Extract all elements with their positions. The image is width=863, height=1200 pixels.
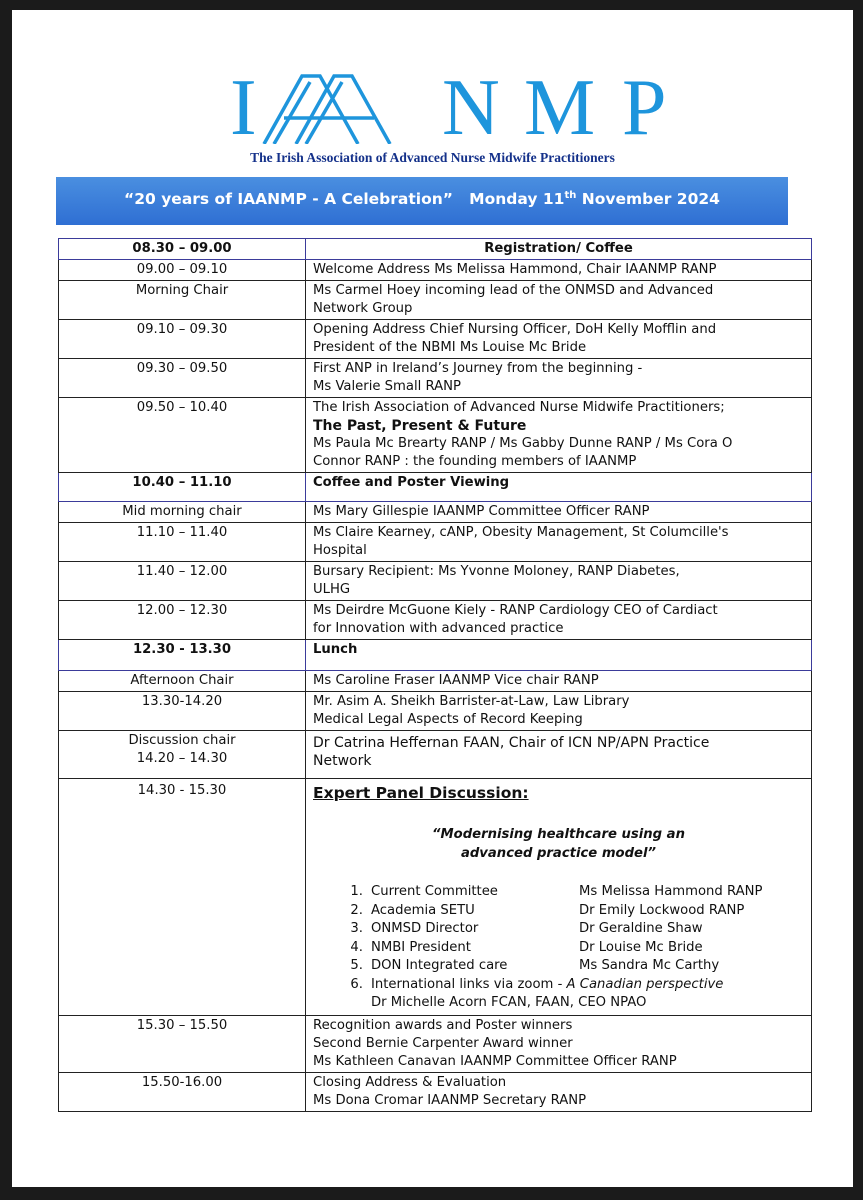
time-cell: Discussion chair 14.20 – 14.30 (59, 731, 306, 779)
time-cell: Afternoon Chair (59, 671, 306, 692)
time-cell: 13.30-14.20 (59, 692, 306, 731)
panel-title: Expert Panel Discussion: (313, 784, 529, 802)
event-banner (56, 177, 788, 225)
time-cell: Mid morning chair (59, 502, 306, 523)
session-cell: Ms Caroline Fraser IAANMP Vice chair RANP (306, 671, 812, 692)
table-row (59, 562, 812, 601)
session-cell: Opening Address Chief Nursing Officer, DoH Kelly Mofflin and President of the NBMI Ms Louise Mc Bride (306, 320, 812, 359)
panel-item6-person: Dr Michelle Acorn FCAN, FAAN, CEO NPAO (371, 995, 647, 1010)
table-row (59, 239, 812, 260)
list-item: 3. ONMSD Director Dr Geraldine Shaw (350, 921, 703, 936)
time-cell: 09.50 – 10.40 (59, 398, 306, 473)
iaanmp-logo (12, 64, 853, 152)
time-cell: 11.10 – 11.40 (59, 523, 306, 562)
logo-letter-i: I (230, 64, 257, 152)
time-cell: 15.30 – 15.50 (59, 1015, 306, 1072)
table-row (59, 692, 812, 731)
list-item: 2. Academia SETU Dr Emily Lockwood RANP (350, 902, 745, 918)
session-cell: Ms Deirdre McGuone Kiely - RANP Cardiology CEO of Cardiact for Innovation with advanced practice (306, 601, 812, 640)
session-cell: First ANP in Ireland’s Journey from the beginning - Ms Valerie Small RANP (306, 359, 812, 398)
table-row (59, 359, 812, 398)
panel-list (313, 883, 804, 994)
table-row (59, 523, 812, 562)
schedule-table (58, 238, 812, 1112)
association-subtitle: The Irish Association of Advanced Nurse Midwife Practitioners (250, 150, 615, 165)
logo-letter-m: M (524, 64, 596, 152)
list-item: 4. NMBI President Dr Louise Mc Bride (350, 939, 703, 955)
table-row (59, 1015, 812, 1072)
time-cell: 14.30 - 15.30 (59, 779, 306, 1016)
logo-letter-n: N (442, 64, 500, 152)
time-cell: 12.30 - 13.30 (59, 640, 306, 671)
table-row (59, 281, 812, 320)
table-row (59, 1072, 812, 1111)
table-row (59, 320, 812, 359)
time-cell: 09.30 – 09.50 (59, 359, 306, 398)
logo-letter-p: P (622, 64, 667, 152)
session-cell: Dr Catrina Heffernan FAAN, Chair of ICN NP/APN Practice Network (306, 731, 812, 779)
list-item: 5. DON Integrated care Ms Sandra Mc Carthy (350, 958, 720, 973)
time-cell: Morning Chair (59, 281, 306, 320)
time-cell: 12.00 – 12.30 (59, 601, 306, 640)
table-row (59, 671, 812, 692)
session-cell: Ms Mary Gillespie IAANMP Committee Officer RANP (306, 502, 812, 523)
table-row (59, 502, 812, 523)
time-cell: 08.30 – 09.00 (59, 239, 306, 260)
table-row (59, 398, 812, 473)
table-row (59, 779, 812, 1016)
banner-date: Monday 11th November 2024 (469, 190, 720, 209)
session-cell: Registration/ Coffee (306, 239, 812, 260)
session-cell: Welcome Address Ms Melissa Hammond, Chair IAANMP RANP (306, 260, 812, 281)
session-cell: Recognition awards and Poster winners Second Bernie Carpenter Award winner Ms Kathleen Canavan IAANMP Committee Officer RANP (306, 1015, 812, 1072)
table-row (59, 473, 812, 502)
session-cell: Mr. Asim A. Sheikh Barrister-at-Law, Law Library Medical Legal Aspects of Record Keeping (306, 692, 812, 731)
time-cell: 09.10 – 09.30 (59, 320, 306, 359)
banner-text (56, 190, 788, 208)
table-row (59, 731, 812, 779)
agenda-page (12, 10, 853, 1187)
time-cell: 09.00 – 09.10 (59, 260, 306, 281)
session-cell: Coffee and Poster Viewing (306, 473, 812, 502)
table-row (59, 601, 812, 640)
list-item: 6. International links via zoom - A Canadian perspective (350, 976, 724, 992)
banner-title: “20 years of IAANMP - A Celebration” (124, 190, 453, 209)
session-cell: Ms Carmel Hoey incoming lead of the ONMSD and Advanced Network Group (306, 281, 812, 320)
session-cell: Ms Claire Kearney, cANP, Obesity Management, St Columcille's Hospital (306, 523, 812, 562)
time-cell: 10.40 – 11.10 (59, 473, 306, 502)
session-cell: Closing Address & Evaluation Ms Dona Cromar IAANMP Secretary RANP (306, 1072, 812, 1111)
panel-cell (306, 779, 812, 1016)
session-cell: The Irish Association of Advanced Nurse Midwife Practitioners; The Past, Present & Future Ms Paula Mc Brearty RANP / Ms Gabby Dunne RANP / Ms Cora O Connor RANP : the founding members of IAANMP (306, 398, 812, 473)
session-cell: Lunch (306, 640, 812, 671)
table-row (59, 260, 812, 281)
time-cell: 15.50-16.00 (59, 1072, 306, 1111)
panel-quote: “Modernising healthcare using an advanced practice model” (432, 827, 685, 861)
table-row (59, 640, 812, 671)
time-cell: 11.40 – 12.00 (59, 562, 306, 601)
list-item: 1. Current Committee Ms Melissa Hammond RANP (350, 884, 763, 899)
session-cell: Bursary Recipient: Ms Yvonne Moloney, RANP Diabetes, ULHG (306, 562, 812, 601)
logo-double-a-icon (262, 74, 392, 144)
